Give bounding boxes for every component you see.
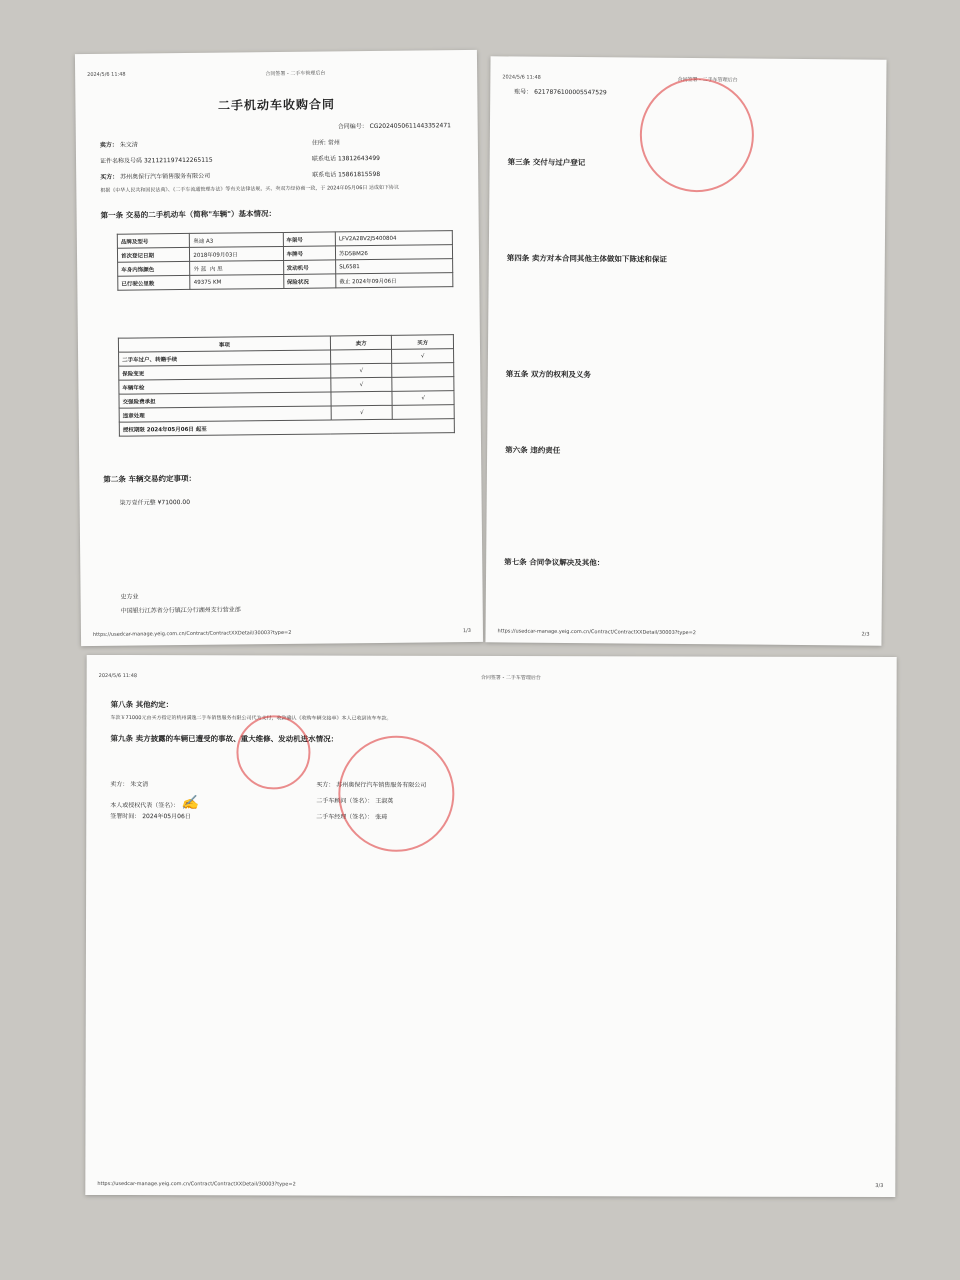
vin-label: 车架号 [283,232,336,247]
engine-label: 发动机号 [283,260,336,275]
km: 49375 KM [190,274,283,289]
seller-name: 朱文清 [130,781,149,789]
page-number: 2/3 [861,631,870,638]
company-seal-small [236,715,310,789]
header-date: 2024/5/6 11:48 [502,74,541,81]
address: 常州 [327,139,340,147]
account-number: 6217876100005547529 [534,88,607,97]
engine: SL6581 [336,259,453,274]
section-8-title: 第八条 其他约定： [110,700,174,710]
buyer-phone: 15861815598 [338,170,381,179]
car-info-table [117,230,454,291]
intro-text: 根据《中华人民共和国民法典》、《二手车流通管理办法》等有关法律法规，买、卖双方经协商一致，于 2024年05月06日 达成如下协议 [100,184,400,194]
header-title: 合同签署 - 二手车管理后台 [480,674,541,682]
contract-page-1 [75,50,483,646]
color-label: 车身内饰颜色 [118,261,191,276]
contract-no-label: 合同编号： [337,123,368,131]
contract-page-3 [85,655,896,1197]
sign-date: 2024年05月06日 [142,813,191,821]
buyer-label: 买方： [316,781,335,789]
phone-label-2: 联系电话 [312,171,337,179]
header-date: 2024/5/6 11:48 [98,672,138,680]
consultant: 王淑英 [375,797,394,805]
address-label: 住所: [311,139,326,147]
brand: 奥迪 A3 [190,232,283,247]
duty-table: 事项 卖方 买方 二手车过户、转籍手续 √ 保险变更 √ 车辆年检 √ 交强险费承担 √ 违章处理 √ 授权期限 2024年05月06日 起至 [118,334,455,437]
brand-label: 品牌及型号 [117,233,190,248]
id-number: 321121197412265115 [143,156,213,165]
buyer-name: 苏州奥保行汽车销售服务有限公司 [336,781,427,789]
contract-title: 二手机动车收购合同 [217,97,336,113]
id-label: 证件名称及号码 [99,157,143,165]
buyer-label: 买方： [100,173,119,181]
footer-url: https://usedcar-manage.yeig.com.cn/Contract/ContractXXDetail/30003?type=2 [92,629,292,638]
header-date: 2024/5/6 11:48 [87,71,126,78]
consultant-label: 二手车顾问（签名）： [316,797,374,805]
duty-row: 保险变更 [119,364,331,380]
section-1-title: 第一条 交易的二手机动车（简称"车辆"）基本情况： [100,209,277,220]
seller-signature: ✍ [181,795,199,812]
buyer-name: 苏州奥保行汽车销售服务有限公司 [120,172,211,181]
price-cn: 柒万壹仟元整 [119,499,156,507]
insure: 截止 2024年09月06日 [336,273,453,288]
manager: 张琦 [375,813,388,821]
seller-label: 卖方： [99,141,118,149]
company-seal-large [338,736,454,852]
header-title: 合同签署 - 二手车管理后台 [677,76,738,84]
outer-color: 外 蓝 [193,266,207,273]
duty-row: 违章处理 [119,406,331,422]
footer-url: https://usedcar-manage.yeig.com.cn/Contract/ContractXXDetail/30003?type=2 [97,1180,296,1188]
header-title: 合同签署 - 二手车管理后台 [265,70,326,78]
duty-row: 二手车过户、转籍手续 [119,350,331,366]
seller-phone: 13812643499 [337,154,380,163]
price: ¥71000.00 [157,498,191,507]
section-9-title: 第九条 卖方披露的车辆已遭受的事故、重大维修、发动机进水情况： [110,734,339,744]
inner-color: 内 黑 [209,266,223,273]
authorize-row: 授权期限 2024年05月06日 起至 [119,419,454,437]
page-number: 1/3 [462,628,472,635]
account-label: 账号： [514,88,533,96]
section-8-text: 车款￥71000元由买方指定的杭州满逸二手车销售服务有限公司代为支付，收款确认《收购车辆交接单》本人已收到该车车款。 [110,715,392,722]
duty-head-item: 事项 [118,336,330,352]
date-label: 签署时间： [110,813,141,821]
seller-name: 朱文清 [119,141,138,149]
duty-head-buyer: 买方 [392,335,454,350]
duty-row: 车辆年检 [119,378,331,394]
section-5-title: 第五条 双方的权利及义务 [505,369,591,380]
plate-label: 车牌号 [283,246,336,261]
company-seal [639,78,754,193]
contract-no: CG2024050611443352471 [369,122,452,131]
manager-label: 二手车经理（签名）： [316,813,374,821]
duty-head-seller: 卖方 [330,335,392,350]
reg-label: 首次登记日期 [117,247,190,262]
sign-label: 本人或授权代表（签名）： [110,802,180,810]
phone-label: 联系电话 [311,155,337,163]
plate: 苏D5BM26 [335,245,452,260]
section-2-title: 第二条 车辆交易约定事项： [103,473,197,484]
vin: LFV2A28V2J5400804 [335,231,452,246]
account-holder: 史方业 [120,593,139,601]
section-4-title: 第四条 卖方对本合同其他主体做如下陈述和保证 [506,253,667,264]
section-3-title: 第三条 交付与过户登记 [507,157,586,168]
footer-url: https://usedcar-manage.yeig.com.cn/Contract/ContractXXDetail/30003?type=2 [497,628,697,637]
seller-label: 卖方： [110,781,129,789]
insure-label: 保险状况 [283,274,336,289]
reg-date: 2018年09月03日 [190,246,283,261]
contract-page-2 [485,56,886,645]
section-6-title: 第六条 违约责任 [505,445,561,455]
page-number: 3/3 [875,1183,884,1190]
duty-row: 交强险费承担 [119,392,331,408]
bank-name: 中国银行江苏省分行镇江分行湖州支行营业部 [120,606,241,615]
section-7-title: 第七条 合同争议解决及其他： [504,557,605,568]
km-label: 已行驶公里数 [118,275,191,290]
